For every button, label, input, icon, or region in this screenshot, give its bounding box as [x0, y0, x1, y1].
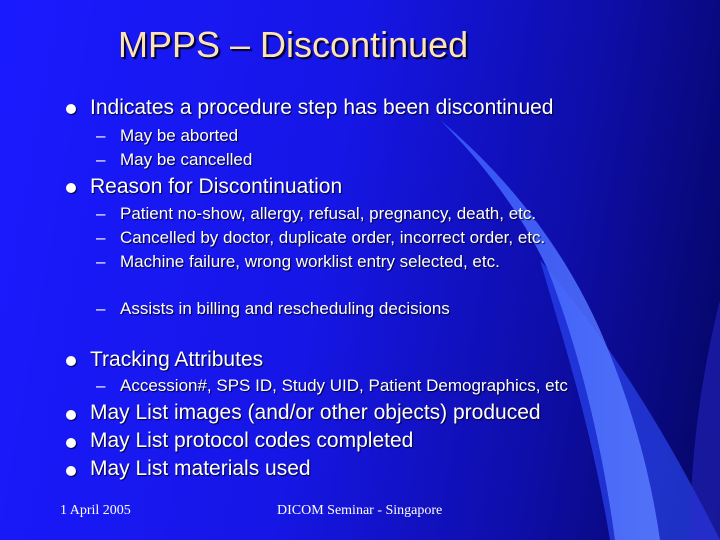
sub-bullet-dash: – — [96, 299, 106, 318]
footer-title: DICOM Seminar - Singapore — [277, 503, 443, 518]
sub-bullet-2-1: Patient no-show, allergy, refusal, pregnancy, death, etc. — [120, 204, 537, 223]
bullet-6: May List materials used — [90, 457, 311, 480]
bullet-1: Indicates a procedure step has been discontinued — [90, 96, 554, 119]
bullet-dot — [66, 183, 76, 193]
bullet-4: May List images (and/or other objects) produced — [90, 401, 541, 424]
sub-bullet-1-2: May be cancelled — [120, 150, 253, 169]
sub-bullet-dash: – — [96, 204, 106, 223]
footer-date: 1 April 2005 — [60, 503, 131, 518]
sub-bullet-2-3: Machine failure, wrong worklist entry selected, etc. — [120, 252, 500, 271]
bullet-2: Reason for Discontinuation — [90, 175, 343, 198]
sub-bullet-1-1: May be aborted — [120, 126, 239, 145]
bullet-dot — [66, 410, 76, 420]
bullet-dot — [66, 438, 76, 448]
sub-bullet-dash: – — [96, 126, 106, 145]
slide-title: MPPS – Discontinued — [118, 24, 469, 65]
bullet-dot — [66, 104, 76, 114]
bullet-dot — [66, 466, 76, 476]
sub-bullet-dash: – — [96, 228, 106, 247]
sub-bullet-3-1: Accession#, SPS ID, Study UID, Patient Demographics, etc — [120, 376, 568, 395]
sub-bullet-dash: – — [96, 252, 106, 271]
sub-bullet-dash: – — [96, 150, 106, 169]
sub-bullet-2-2: Cancelled by doctor, duplicate order, incorrect order, etc. — [120, 228, 546, 247]
bullet-5: May List protocol codes completed — [90, 429, 414, 452]
sub-bullet-dash: – — [96, 376, 106, 395]
sub-bullet-2-4: Assists in billing and rescheduling decisions — [120, 299, 450, 318]
bullet-dot — [66, 356, 76, 366]
bullet-3: Tracking Attributes — [90, 348, 264, 371]
